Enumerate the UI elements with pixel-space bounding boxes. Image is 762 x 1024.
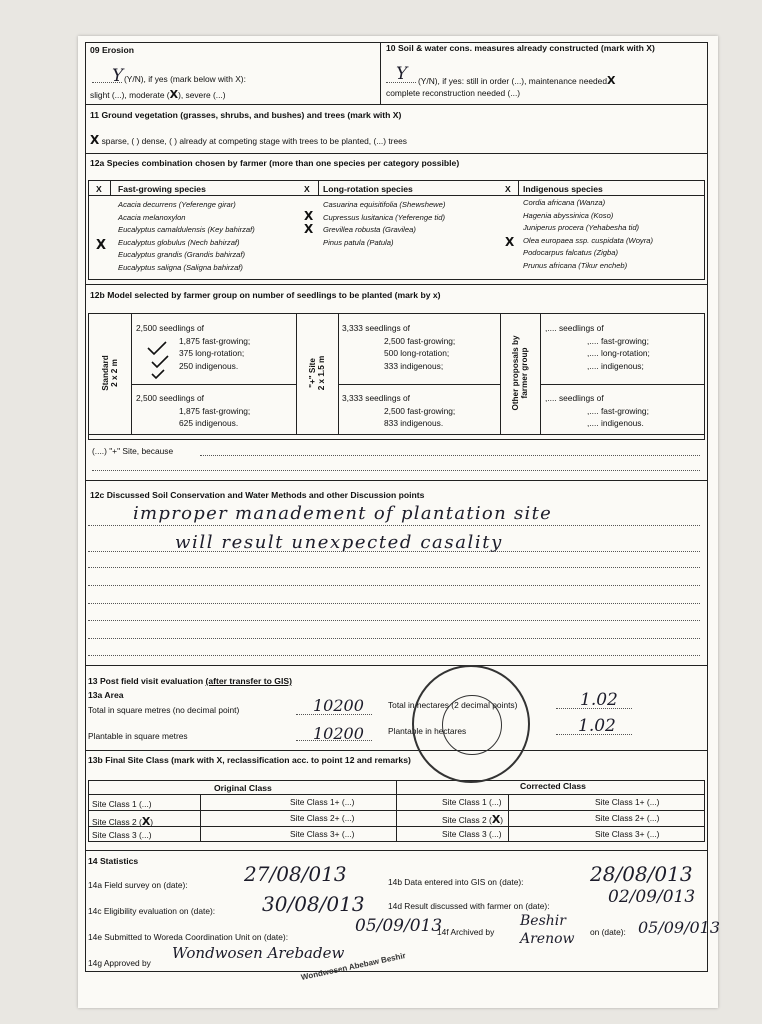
corr-class-2-mark: X xyxy=(491,813,501,826)
standard-model-b: 2,500 seedlings of 1,875 fast-growing; 625 indigenous. xyxy=(136,393,251,428)
discussed-date: 02/09/013 xyxy=(608,887,696,907)
check-3-icon xyxy=(152,370,164,378)
other-model-a: ,.... seedlings of ,.... fast-growing; ,.... long-rotation; ,.... indigenous; xyxy=(545,323,650,371)
discussion-handwriting-2: will result unexpected casality xyxy=(175,532,503,553)
swc-line1: (Y/N), if yes: still in order (...), maintenance neededX xyxy=(418,74,616,87)
discussion-title: 12c Discussed Soil Conservation and Water Methods and other Discussion points xyxy=(90,490,425,500)
orig-class-1: Site Class 1 (...) xyxy=(92,799,152,809)
indig-col-x: X xyxy=(505,184,511,194)
fast-header: Fast-growing species xyxy=(118,184,206,194)
approved-label: 14g Approved by xyxy=(88,958,151,968)
vegetation-sparse-mark: X xyxy=(90,133,100,147)
plus-site-because: (....) "+" Site, because xyxy=(92,446,174,456)
model-title: 12b Model selected by farmer group on number of seedlings to be planted (mark by x) xyxy=(90,290,441,300)
swc-line2: complete reconstruction needed (...) xyxy=(386,88,521,98)
orig-class-1plus: Site Class 1+ (...) xyxy=(290,797,355,807)
check-1-icon xyxy=(148,342,166,354)
final-site-class-title: 13b Final Site Class (mark with X, reclassification acc. to point 12 and remarks) xyxy=(88,755,411,765)
plantable-sqm-label: Plantable in square metres xyxy=(88,731,188,741)
erosion-answer: Y xyxy=(112,66,124,86)
erosion-line2: slight (...), moderate (X), severe (...) xyxy=(90,88,226,101)
standard-model-a: 2,500 seedlings of 1,875 fast-growing; 375 long-rotation; 250 indigenous. xyxy=(136,323,251,371)
long-species-list: Casuarina equisitifolia (Shewshewe) Cupressus lusitanica (Yeferenge tid) Grevillea robusta (Gravilea) Pinus patula (Patula) xyxy=(323,200,446,247)
long-col-x: X xyxy=(304,184,310,194)
archived-label: 14f Archived by xyxy=(437,927,495,937)
long-cupressus-mark: X xyxy=(304,209,314,223)
field-survey-date: 27/08/013 xyxy=(244,862,347,886)
official-stamp-seal xyxy=(412,665,530,783)
corr-class-1plus: Site Class 1+ (...) xyxy=(595,797,660,807)
indig-header: Indigenous species xyxy=(523,184,603,194)
vegetation-line: X sparse, ( ) dense, ( ) already at competing stage with trees to be planted, (...) trees xyxy=(90,133,407,147)
orig-class-3: Site Class 3 (...) xyxy=(92,830,152,840)
total-sqm-label: Total in square metres (no decimal point) xyxy=(88,705,240,715)
swc-title: 10 Soil & water cons. measures already constructed (mark with X) xyxy=(386,43,655,53)
long-header: Long-rotation species xyxy=(323,184,413,194)
post-field-title: 13 Post field visit evaluation (after transfer to GIS) xyxy=(88,676,292,686)
plus-model-b: 3,333 seedlings of 2,500 fast-growing; 833 indigenous. xyxy=(342,393,456,428)
total-sqm-value: 10200 xyxy=(313,696,364,715)
orig-class-3plus: Site Class 3+ (...) xyxy=(290,829,355,839)
fast-globulus-mark: X xyxy=(96,238,107,253)
total-ha-value: 1.02 xyxy=(580,690,618,710)
swc-maintenance-mark: X xyxy=(606,74,616,87)
eligibility-label: 14c Eligibility evaluation on (date): xyxy=(88,906,216,916)
approved-signature: Wondwosen Arebadew xyxy=(172,944,345,962)
vegetation-title: 11 Ground vegetation (grasses, shrubs, and bushes) and trees (mark with X) xyxy=(90,110,402,120)
plus-model-a: 3,333 seedlings of 2,500 fast-growing; 500 long-rotation; 333 indigenous; xyxy=(342,323,456,371)
archived-by-signature: Beshir Arenow xyxy=(520,913,575,947)
long-grevillea-mark: X xyxy=(304,222,314,236)
statistics-title: 14 Statistics xyxy=(88,856,139,866)
fast-species-list: Acacia decurrens (Yeferenge girar) Acacia melanoxylon Eucalyptus camaldulensis (Key bahirzaf) Eucalyptus globulus (Nech bahirzaf) Eucalyptus grandis (Grandis bahirzaf) Eucalyptus saligna (Saligna bahirzaf) xyxy=(118,200,255,272)
check-2-icon xyxy=(152,356,168,367)
fast-col-x: X xyxy=(96,184,102,194)
standard-checkmarks xyxy=(146,340,176,380)
erosion-title: 09 Erosion xyxy=(90,45,134,55)
other-proposals-label: Other proposals by farmer group xyxy=(511,335,529,411)
plantable-sqm-value: 10200 xyxy=(313,724,364,743)
gis-entry-date: 28/08/013 xyxy=(590,862,693,886)
indig-species-list: Cordia africana (Wanza) Hagenia abyssinica (Koso) Juniperus procera (Yehabesha tid) Olea europaea ssp. cuspidata (Woyra) Podocarpus falcatus (Zigba) Prunus africana (Tikur encheb) xyxy=(523,198,654,270)
corr-class-3plus: Site Class 3+ (...) xyxy=(595,829,660,839)
standard-label: Standard 2 x 2 m xyxy=(101,355,119,391)
orig-class-2-mark: X xyxy=(141,815,151,828)
submitted-date: 05/09/013 xyxy=(355,916,443,936)
approver-name-stamp: Wondwosen Abebaw Beshir xyxy=(300,951,407,982)
corr-class-1: Site Class 1 (...) xyxy=(442,797,502,807)
plantable-ha-value: 1.02 xyxy=(578,716,616,736)
orig-class-2: Site Class 2 (X) xyxy=(92,815,154,828)
erosion-line1: (Y/N), if yes (mark below with X): xyxy=(124,74,246,84)
indig-olea-mark: X xyxy=(505,235,515,249)
corr-class-2: Site Class 2 (X) xyxy=(442,813,504,826)
corr-class-3: Site Class 3 (...) xyxy=(442,829,502,839)
other-model-b: ,.... seedlings of ,.... fast-growing; ,.... indigenous. xyxy=(545,393,649,428)
plantable-ha-label: Plantable in hectares xyxy=(388,726,467,736)
original-class-header: Original Class xyxy=(214,783,272,793)
erosion-moderate-mark: X xyxy=(169,88,179,101)
orig-class-2plus: Site Class 2+ (...) xyxy=(290,813,355,823)
corrected-class-header: Corrected Class xyxy=(520,781,586,791)
eligibility-date: 30/08/013 xyxy=(262,892,365,916)
discussed-label: 14d Result discussed with farmer on (date): xyxy=(388,901,550,911)
plus-site-label: "+" Site 2 x 1.5 m xyxy=(308,355,326,391)
archived-date: 05/09/013 xyxy=(638,918,721,937)
submitted-label: 14e Submitted to Woreda Coordination Unit on (date): xyxy=(88,932,289,942)
species-title: 12a Species combination chosen by farmer (more than one species per category possible) xyxy=(90,158,460,168)
swc-answer: Y xyxy=(396,64,408,84)
area-title: 13a Area xyxy=(88,690,124,700)
discussion-handwriting-1: improper manadement of plantation site xyxy=(133,503,553,524)
corr-class-2plus: Site Class 2+ (...) xyxy=(595,813,660,823)
gis-entry-label: 14b Data entered into GIS on (date): xyxy=(388,877,524,887)
archived-on-label: on (date): xyxy=(590,927,626,937)
total-ha-label: Total in hectares (2 decimal points) xyxy=(388,700,518,710)
field-survey-label: 14a Field survey on (date): xyxy=(88,880,188,890)
